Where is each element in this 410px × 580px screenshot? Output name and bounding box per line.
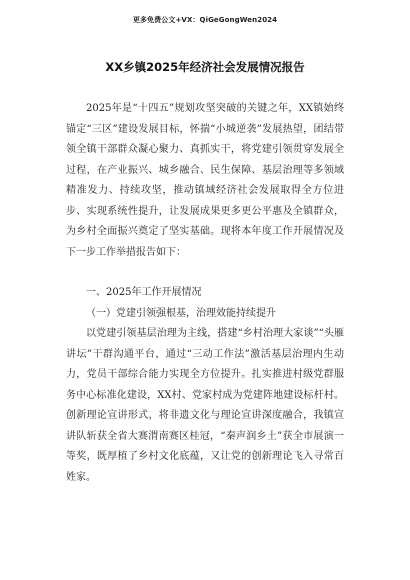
subsection-heading: （一）党建引领强根基，治理效能持续提升 bbox=[86, 307, 276, 319]
header-note: 更多免费公文+VX：QiGeGongWen2024 bbox=[132, 16, 278, 24]
body-paragraph: 以党建引领基层治理为主线，搭建“乡村治理大家谈”“头雁讲坛”干群沟通平台，通过“三动工作法”激活基层治理内生动力，党员干部综合能力实现全方位提升。扎实推进村级党群服务中心标准化建设，XX村、党家村成为党建阵地建设标杆村。创新理论宣讲形式，将非遗文化与理论宣讲深度融合，我镇宣讲队斩获全省大赛渭南赛区桂冠，“秦声润乡土”获全市展演一等奖，既厚植了乡村文化底蕴，又让党的创新理论飞入寻常百姓家。 bbox=[66, 328, 344, 483]
intro-paragraph: 2025年是“十四五”规划攻坚突破的关键之年，XX镇始终锚定“三区”建设发展目标，怀揣“小城逆袭”发展热望，团结带领全镇干部群众凝心聚力、真抓实干，将党建引领贯穿发展全过程，在产业振兴、城乡融合、民生保障、基层治理等多领域精准发力、持续攻坚，推动镇域经济社会发展取得全方位进步、实现系统性提升，让发展成果更多更公平惠及全镇群众，为乡村全面振兴奠定了坚实基础。现将本年度工作开展情况及下一步工作举措报告如下： bbox=[66, 103, 344, 258]
section-heading: 一、2025年工作开展情况 bbox=[86, 287, 202, 298]
document-title: XX乡镇2025年经济社会发展情况报告 bbox=[105, 60, 305, 74]
document-body bbox=[66, 99, 344, 488]
